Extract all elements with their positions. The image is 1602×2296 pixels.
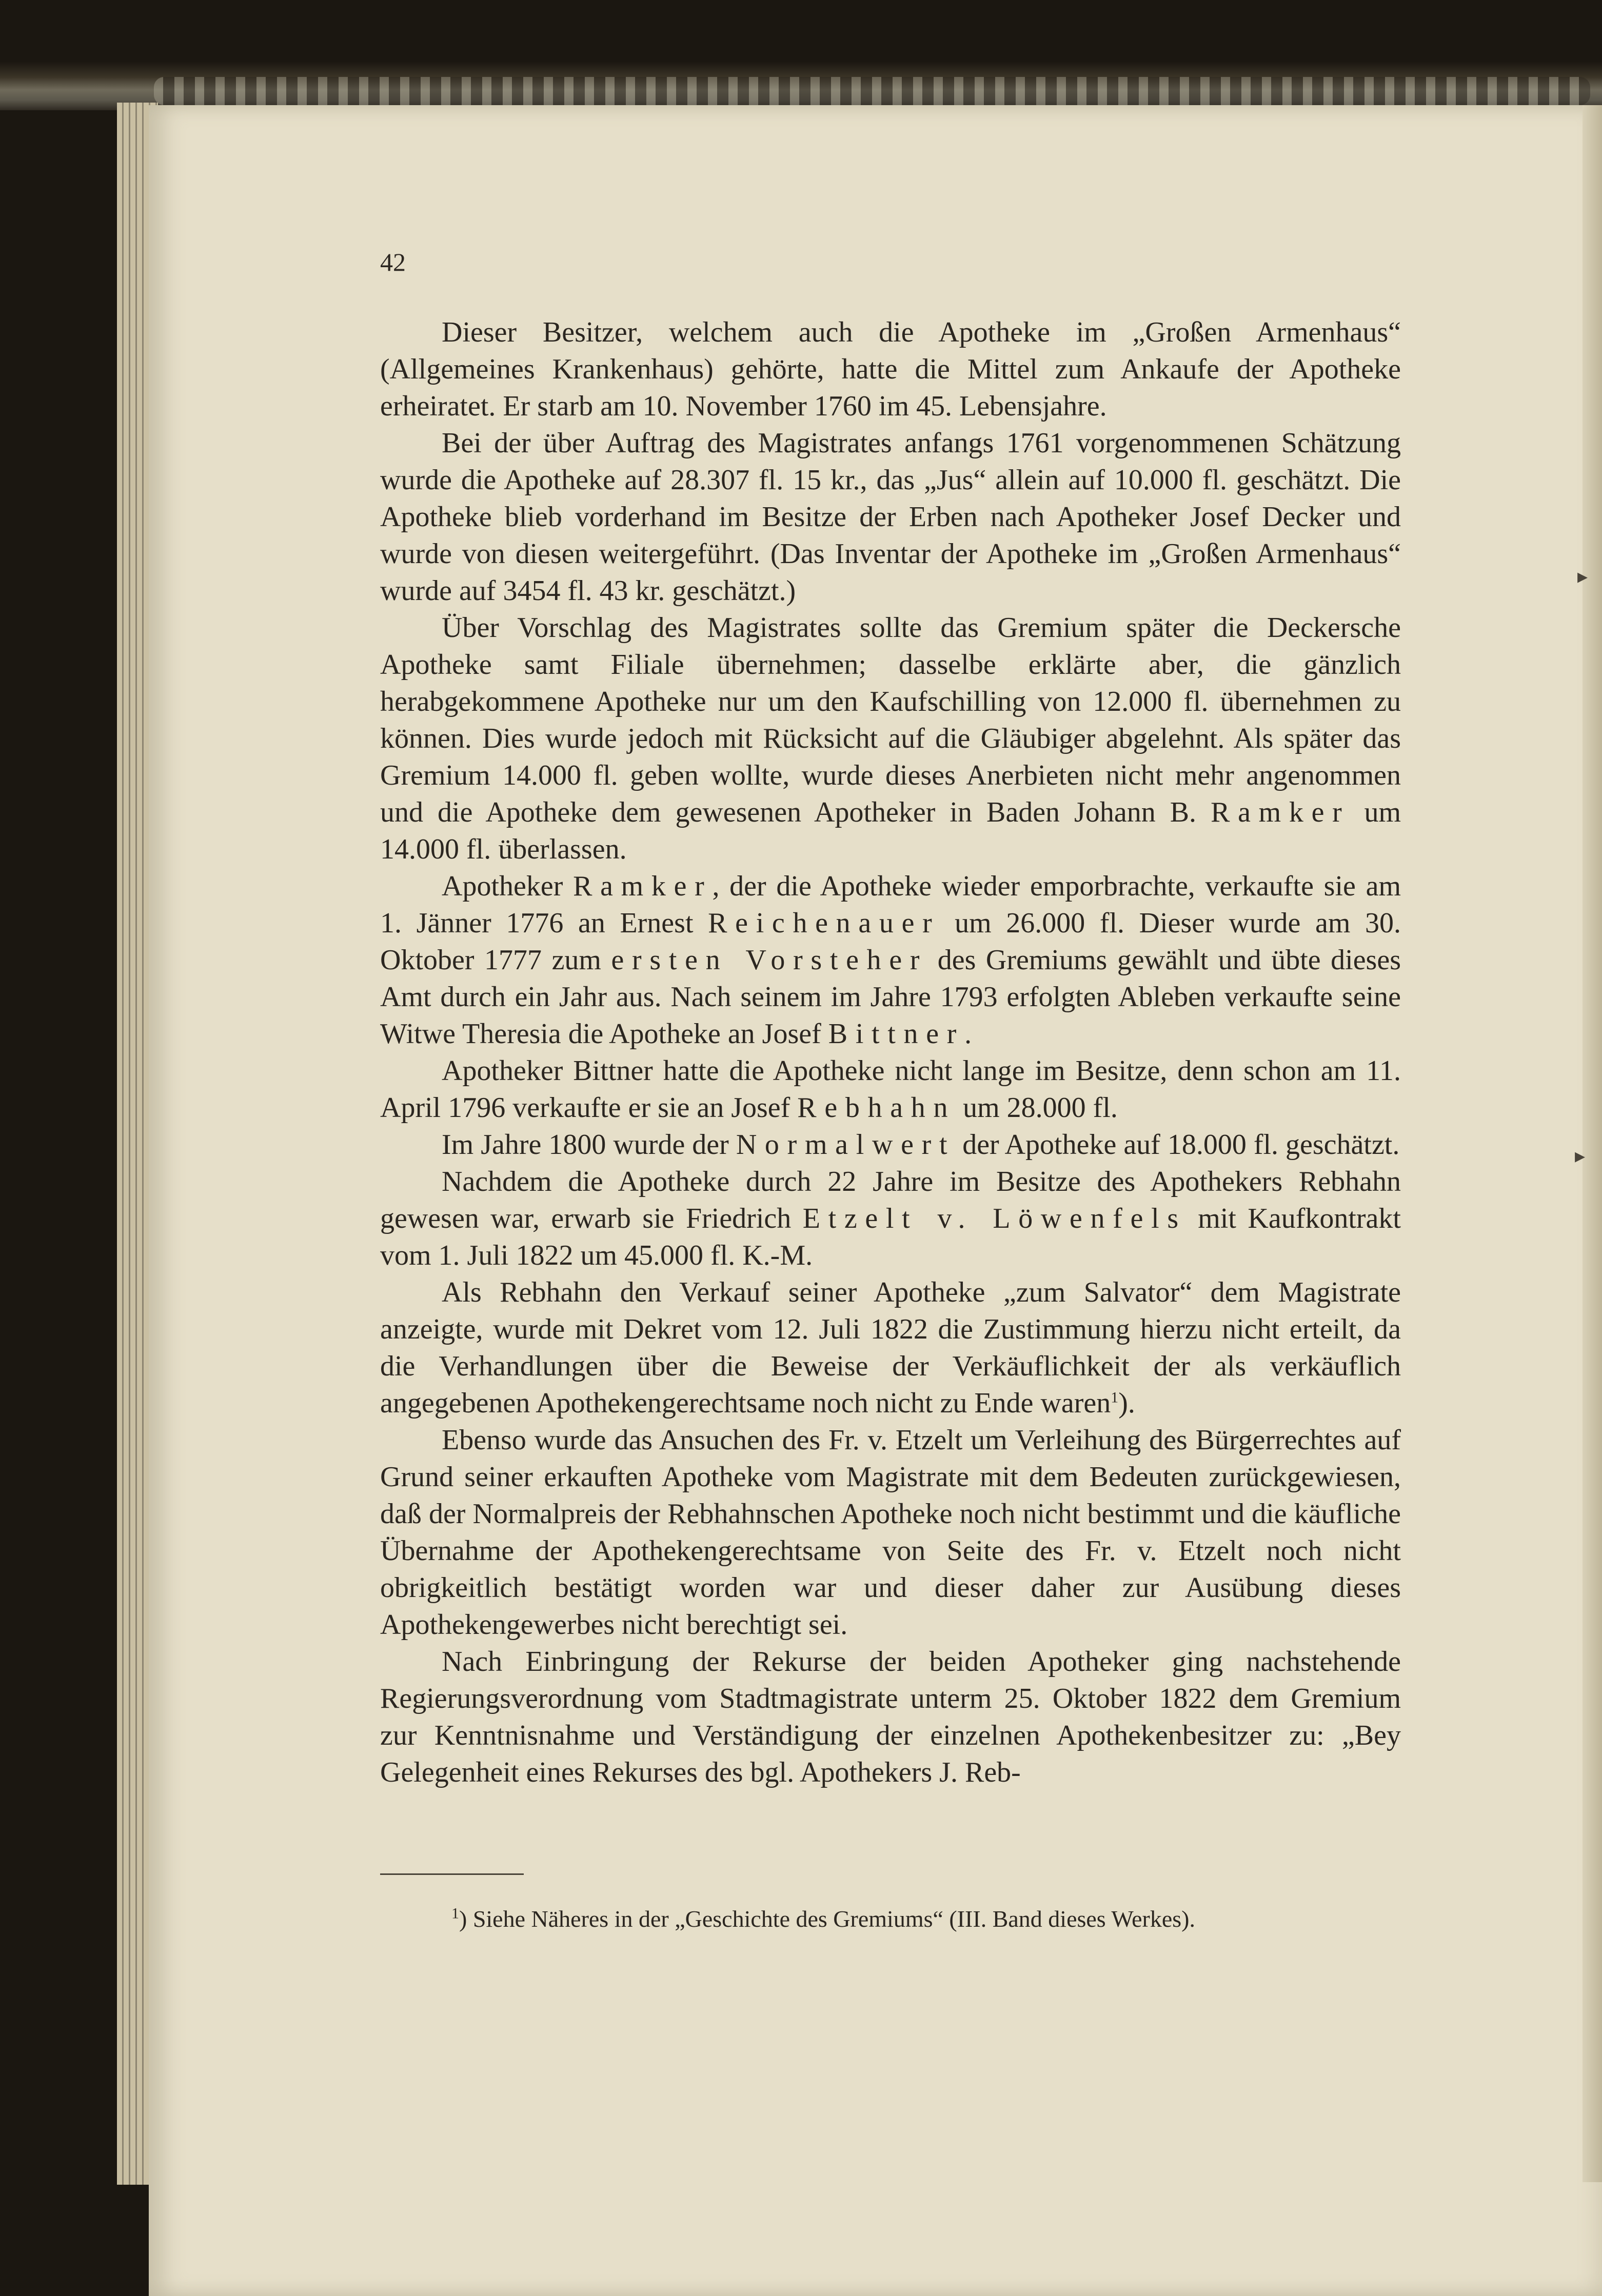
- text-run: .: [964, 1018, 972, 1050]
- spaced-name: Etzelt v. Löwenfels: [802, 1203, 1186, 1234]
- paragraph: [380, 314, 1401, 425]
- spaced-name: Ramker: [1211, 796, 1350, 828]
- text-run: um 26.000 fl. Dieser wurde am 30. Oktober 1777 zum: [380, 907, 1401, 976]
- text-run: Apotheker: [442, 870, 573, 902]
- paragraph: [380, 1126, 1401, 1163]
- paragraph: [380, 1163, 1401, 1274]
- paragraph: [380, 1274, 1401, 1422]
- spaced-name: Ramker: [573, 870, 713, 902]
- spaced-name: Reichenauer: [708, 907, 940, 939]
- book-binding: [0, 0, 1602, 110]
- text-run: um 28.000 fl.: [956, 1092, 1118, 1124]
- text-run: des Gremiums gewählt und übte dieses Amt durch ein Jahr aus. Nach seinem im Jahre 1793 erfolgten Ableben verkaufte seine Witwe Theresia die Apotheke an Josef: [380, 944, 1401, 1050]
- paragraph: [380, 1052, 1401, 1126]
- paragraph: [380, 609, 1401, 868]
- margin-mark: ▸: [1575, 1144, 1586, 1167]
- text-run: der Apotheke auf 18.000 fl. geschätzt.: [955, 1129, 1400, 1161]
- footnote-ref: 1: [1111, 1389, 1119, 1406]
- body-text: [380, 314, 1401, 1791]
- spaced-name: ersten Vorsteher: [611, 944, 928, 976]
- text-run: Nachdem die Apotheke durch 22 Jahre im Besitze des Apothekers Rebhahn gewesen war, erwarb sie Friedrich: [380, 1166, 1401, 1234]
- paragraph: [380, 868, 1401, 1052]
- footnote-text: ) Siehe Näheres in der „Geschichte des Gremiums“ (III. Band dieses Werkes).: [459, 1906, 1195, 1932]
- text-run: Im Jahre 1800 wurde der: [442, 1129, 736, 1161]
- footnote-rule: [380, 1873, 524, 1875]
- page-number: 42: [380, 248, 406, 276]
- spaced-name: Rebhahn: [797, 1092, 956, 1124]
- text-run: , der die Apotheke wieder emporbrachte, verkaufte sie am 1. Jänner 1776 an Ernest: [380, 870, 1401, 939]
- text-run: Dieser Besitzer, welchem auch die Apotheke im „Großen Armenhaus“ (Allgemeines Krankenhaus) gehörte, hatte die Mittel zum Ankaufe der Apotheke erheiratet. Er starb am 10. November 1760 im 45. Lebensjahre.: [380, 316, 1401, 422]
- text-run: Bei der über Auftrag des Magistrates anfangs 1761 vorgenommenen Schätzung wurde die Apotheke auf 28.307 fl. 15 kr., das „Jus“ allein auf 10.000 fl. geschätzt. Die Apotheke blieb vorderhand im Besitze der Erben nach Apotheker Josef Decker und wurde von diesen weitergeführt. (Das Inventar der Apotheke im „Großen Armenhaus“ wurde auf 3454 fl. 43 kr. geschätzt.): [380, 427, 1401, 607]
- paragraph: [380, 425, 1401, 609]
- binding-ornament: [154, 77, 1590, 105]
- footnote-mark: 1: [451, 1905, 459, 1922]
- text-run: Ebenso wurde das Ansuchen des Fr. v. Etzelt um Verleihung des Bürgerrechtes auf Grund seiner erkauften Apotheke vom Magistrate mit dem Bedeuten zurückgewiesen, daß der Normalpreis der Rebhahnschen Apotheke noch nicht bestimmt und die käufliche Übernahme der Apothekengerechtsame von Seite des Fr. v. Etzelt noch nicht obrigkeitlich bestätigt worden war und dieser daher zur Ausübung dieses Apothekengewerbes nicht berechtigt sei.: [380, 1424, 1401, 1641]
- text-run: ).: [1118, 1387, 1135, 1419]
- paragraph: [380, 1643, 1401, 1791]
- spaced-name: Bittner: [828, 1018, 965, 1050]
- text-run: Als Rebhahn den Verkauf seiner Apotheke „zum Salvator“ dem Magistrate anzeigte, wurde mit Dekret vom 12. Juli 1822 die Zustimmung hierzu nicht erteilt, da die Verhandlungen über die Beweise der Verkäuflichkeit der als verkäuflich angegebenen Apothekengerechtsame noch nicht zu Ende waren: [380, 1276, 1401, 1419]
- text-run: Nach Einbringung der Rekurse der beiden Apotheker ging nachstehende Regierungsverordnung vom Stadtmagistrate unterm 25. Oktober 1822 dem Gremium zur Kenntnisnahme und Verständigung der einzelnen Apothekenbesitzer zu: „Bey Gelegenheit eines Rekurses des bgl. Apothekers J. Reb-: [380, 1646, 1401, 1788]
- text-run: Apotheker Bittner hatte die Apotheke nicht lange im Besitze, denn schon am 11. April 1796 verkaufte er sie an Josef: [380, 1055, 1401, 1124]
- text-run: um 14.000 fl. überlassen.: [380, 796, 1401, 865]
- paragraph: [380, 1422, 1401, 1643]
- text-run: mit Kaufkontrakt vom 1. Juli 1822 um 45.000 fl. K.-M.: [380, 1203, 1401, 1271]
- page-right-edge: [1583, 105, 1602, 2182]
- footnote: [451, 1904, 1426, 1934]
- spaced-name: Normalwert: [736, 1129, 956, 1161]
- text-run: Über Vorschlag des Magistrates sollte das Gremium später die Deckersche Apotheke samt Filiale übernehmen; dasselbe erklärte aber, die gänzlich herabgekommene Apotheke nur um den Kaufschilling von 12.000 fl. übernehmen zu können. Dies wurde jedoch mit Rücksicht auf die Gläubiger abgelehnt. Als später das Gremium 14.000 fl. geben wollte, wurde dieses Anerbieten nicht mehr angenommen und die Apotheke dem gewesenen Apotheker in Baden Johann B.: [380, 612, 1401, 828]
- margin-mark: ▸: [1577, 565, 1588, 588]
